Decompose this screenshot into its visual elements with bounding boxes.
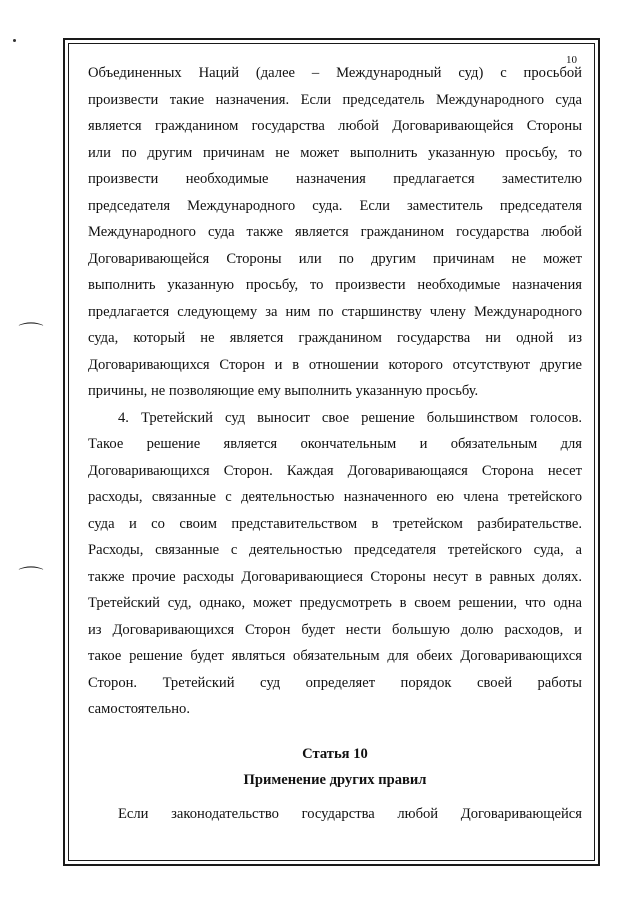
text-line: расходы, связанные с деятельностью назначенного ею члена третейского xyxy=(88,489,582,505)
text-line: выполнить указанную просьбу, то произвести необходимые назначения xyxy=(88,277,582,293)
article-title: Применение других правил xyxy=(243,772,427,788)
text-line: такое решение будет являться обязательным для обеих Договаривающихся xyxy=(88,648,582,664)
paragraph-article-10 xyxy=(88,801,582,828)
text-line: произвести такие назначения. Если председатель Международного суда xyxy=(88,91,582,108)
text-line: Договаривающихся Сторон. Каждая Договаривающаяся Сторона несет xyxy=(88,462,582,479)
page-number: 10 xyxy=(566,54,577,66)
text-line: из Договаривающихся Сторон будет нести большую долю расходов, и xyxy=(88,621,582,638)
text-line: является гражданином государства любой Договаривающейся Стороны xyxy=(88,118,582,134)
text-line: Расходы, связанные с деятельностью председателя третейского суда, а xyxy=(88,542,582,558)
text-line: или по другим причинам не может выполнить указанную просьбу, то xyxy=(88,144,582,161)
article-number: Статья 10 xyxy=(302,746,368,762)
scan-dot-mark xyxy=(13,39,16,42)
text-line: произвести необходимые назначения предлагается заместителю xyxy=(88,171,582,187)
scan-margin-mark: ⌒ xyxy=(18,566,44,586)
scan-margin-mark: ⌒ xyxy=(18,322,44,342)
text-line: суда, который не является гражданином государства ни одной из xyxy=(88,330,582,346)
text-line: Сторон. Третейский суд определяет порядок своей работы xyxy=(88,674,582,691)
text-line: Договаривающихся Сторон и в отношении которого отсутствуют другие xyxy=(88,356,582,373)
text-line: Третейский суд, однако, может предусмотреть в своем решении, что одна xyxy=(88,595,582,611)
text-line: Объединенных Наций (далее – Международный суд) с просьбой xyxy=(88,65,582,81)
text-line: 4. Третейский суд выносит свое решение большинством голосов. xyxy=(118,409,582,426)
text-line: суда и со своим представительством в третейском разбирательстве. xyxy=(88,515,582,532)
text-line: предлагается следующему за ним по старшинству члену Международного xyxy=(88,303,582,320)
text-line: Международного суда также является гражданином государства любой xyxy=(88,224,582,240)
text-line: Если законодательство государства любой Договаривающейся xyxy=(118,806,582,822)
text-line: самостоятельно. xyxy=(88,701,190,717)
text-line: председателя Международного суда. Если заместитель председателя xyxy=(88,197,582,214)
text-line: причины, не позволяющие ему выполнить указанную просьбу. xyxy=(88,383,479,399)
paragraph-continuation xyxy=(88,60,582,723)
text-line: Такое решение является окончательным и обязательным для xyxy=(88,436,582,452)
text-line: также прочие расходы Договаривающиеся Стороны несут в равных долях. xyxy=(88,568,582,585)
text-line: Договаривающейся Стороны или по другим причинам не может xyxy=(88,250,582,267)
